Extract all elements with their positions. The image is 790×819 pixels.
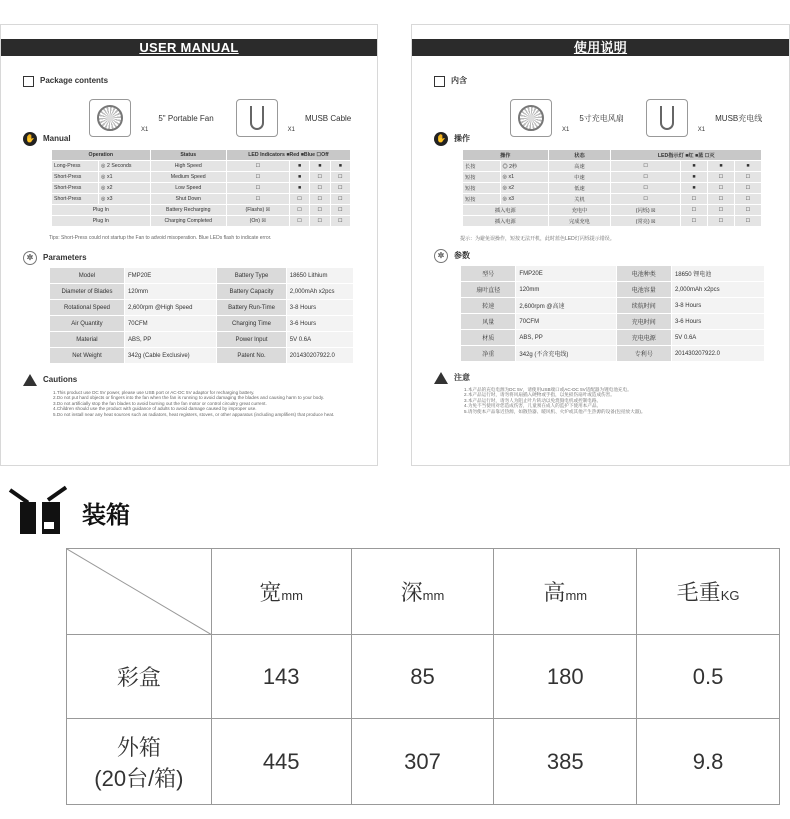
- parameters-table: [49, 267, 354, 364]
- param-value: 18650 锂电池: [671, 266, 764, 282]
- table-row: [461, 282, 765, 298]
- product-items: X1 5寸充电风扇 X1 MUSB充电线: [510, 99, 762, 137]
- caution-item: 4.为免不当使用对您造成伤害，儿童须在成人的监护下使用本产品。: [464, 403, 602, 409]
- cell-led: (Flashs) ☒: [226, 205, 289, 216]
- cell-led: ■: [310, 161, 330, 172]
- cell-height: 180: [494, 635, 637, 719]
- cell-led: ☐: [734, 194, 761, 205]
- package-section: Package contents: [23, 75, 108, 87]
- cell-led: ☐: [611, 194, 681, 205]
- header-depth: 深mm: [351, 549, 494, 635]
- cell-led: ■: [681, 172, 708, 183]
- header-status: Status: [150, 150, 226, 161]
- cell-operation: 短按: [463, 194, 501, 205]
- cell-led: (闪烁) ☒: [611, 205, 681, 216]
- cell-times: ◎ x1: [99, 172, 151, 183]
- header-led: LED指示灯 ■红 ■蓝 ☐灭: [611, 150, 762, 161]
- header-height: 高mm: [494, 549, 637, 635]
- cell-led: ☐: [611, 172, 681, 183]
- cell-led: ☐: [330, 216, 350, 227]
- diagonal-line: [67, 549, 212, 635]
- table-row: [50, 332, 354, 348]
- table-row: [50, 300, 354, 316]
- table-row: [461, 266, 765, 282]
- table-row: [50, 284, 354, 300]
- param-value: FMP20E: [516, 266, 616, 282]
- fan-icon: [89, 99, 131, 137]
- table-row: [463, 194, 762, 205]
- cell-times: ◎ x1: [500, 172, 548, 183]
- cell-led: ☐: [310, 194, 330, 205]
- cell-times: ◎ 2 Seconds: [99, 161, 151, 172]
- cell-status: Low Speed: [150, 183, 226, 194]
- table-row: [52, 194, 351, 205]
- param-label: Net Weight: [50, 348, 125, 364]
- cell-operation: Plug In: [52, 216, 151, 227]
- param-value: 70CFM: [516, 314, 616, 330]
- param-value: ABS, PP: [124, 332, 216, 348]
- cell-led: ☐: [289, 194, 309, 205]
- package-section: 内含: [434, 75, 467, 87]
- table-row: [461, 298, 765, 314]
- cell-times: ◎ x3: [500, 194, 548, 205]
- cell-status: 中速: [548, 172, 611, 183]
- cell-led: ■: [681, 183, 708, 194]
- cell-led: ☐: [734, 183, 761, 194]
- cell-status: 充电中: [548, 205, 611, 216]
- hand-icon: ✋: [23, 132, 37, 146]
- chinese-manual-card: [411, 24, 790, 466]
- cell-led: ☐: [330, 194, 350, 205]
- caution-item: 2.本产品运行时，请勿将风扇插入硬物或手指，以免损伤扇叶或造成伤害。: [464, 392, 615, 398]
- product-items: X1 5" Portable Fan X1 MUSB Cable: [89, 99, 351, 137]
- operation-table: [51, 149, 351, 227]
- manual-title: 使用说明: [412, 39, 789, 56]
- box-icon: [23, 76, 34, 87]
- param-value: 3-8 Hours: [671, 298, 764, 314]
- table-row: [52, 172, 351, 183]
- cell-status: Medium Speed: [150, 172, 226, 183]
- hand-icon: ✋: [434, 132, 448, 146]
- parameters-section: ✲ 参数: [434, 249, 470, 263]
- table-row: [461, 346, 765, 362]
- param-label: 充电电源: [616, 330, 671, 346]
- cell-led: ■: [681, 161, 708, 172]
- table-header-row: [52, 150, 351, 161]
- tips-text: 提示：为避免误操作，短按无法开机，此时蓝色LED灯闪烁提示错误。: [460, 236, 615, 242]
- param-label: 电池种类: [616, 266, 671, 282]
- table-row: [463, 205, 762, 216]
- cell-operation: Short-Press: [52, 183, 99, 194]
- caution-item: 1.本产品的充电电源为DC 5V，请使用USB端口或AC-DC 5V适配器为锂电池充电。: [464, 387, 632, 392]
- cautions-section: 注意: [434, 372, 470, 384]
- caution-item: 4.Children should use the product with guidance of adults to avoid damage caused by improper use.: [53, 406, 257, 412]
- cell-depth: 85: [351, 635, 494, 719]
- table-row: [67, 635, 780, 719]
- param-label: Rotational Speed: [50, 300, 125, 316]
- header-width: 宽mm: [211, 549, 351, 635]
- param-label: Diameter of Blades: [50, 284, 125, 300]
- param-label: 型号: [461, 266, 516, 282]
- table-row: [50, 348, 354, 364]
- param-value: ABS, PP: [516, 330, 616, 346]
- cell-status: Battery Recharging: [150, 205, 226, 216]
- cell-led: ☐: [226, 172, 289, 183]
- cell-operation: Short-Press: [52, 194, 99, 205]
- cell-led: ■: [289, 172, 309, 183]
- cell-led: ■: [707, 161, 734, 172]
- table-row: [52, 216, 351, 227]
- cable-icon: [236, 99, 278, 137]
- cell-led: ☐: [330, 183, 350, 194]
- cell-led: ☐: [707, 172, 734, 183]
- cell-led: ☐: [611, 161, 681, 172]
- cell-times: ◎ x2: [500, 183, 548, 194]
- packing-title: 装箱: [82, 500, 130, 529]
- row-label: 彩盒: [67, 635, 212, 719]
- cell-status: High Speed: [150, 161, 226, 172]
- param-label: Patent No.: [217, 348, 286, 364]
- param-label: 专利号: [616, 346, 671, 362]
- param-value: 201430207922.0: [286, 348, 353, 364]
- cell-weight: 9.8: [637, 719, 780, 805]
- cell-led: ☐: [734, 172, 761, 183]
- cell-led: ☐: [310, 216, 330, 227]
- param-label: Power Input: [217, 332, 286, 348]
- table-row: [461, 314, 765, 330]
- manual-section: ✋ Manual: [23, 132, 71, 146]
- box-icon: [8, 488, 68, 536]
- param-value: 342g (不含充电线): [516, 346, 616, 362]
- cautions-list: [53, 390, 363, 417]
- cautions-section: Cautions: [23, 374, 77, 386]
- cell-status: 高速: [548, 161, 611, 172]
- fan-small-icon: ✲: [23, 251, 37, 265]
- table-row: [52, 183, 351, 194]
- param-label: 充电时间: [616, 314, 671, 330]
- param-label: 净重: [461, 346, 516, 362]
- packing-table: [66, 548, 780, 805]
- cell-led: ☐: [707, 205, 734, 216]
- cell-led: ☐: [330, 172, 350, 183]
- fan-icon: [510, 99, 552, 137]
- cell-operation: 短按: [463, 183, 501, 194]
- cell-status: 低速: [548, 183, 611, 194]
- cell-led: (常亮) ☒: [611, 216, 681, 227]
- warning-icon: [434, 372, 448, 384]
- param-label: 扇叶直径: [461, 282, 516, 298]
- cell-led: ☐: [330, 205, 350, 216]
- param-value: 70CFM: [124, 316, 216, 332]
- param-label: 材质: [461, 330, 516, 346]
- header-led: LED Indicators ■Red ■Blue ☐Off: [226, 150, 350, 161]
- table-row: [461, 330, 765, 346]
- caution-item: 1.This product use DC 5V power, please use USB port or AC-DC 5V adaptor for recharging battery.: [53, 390, 255, 395]
- table-row: [52, 161, 351, 172]
- table-row: [463, 172, 762, 183]
- cell-led: ☐: [289, 205, 309, 216]
- english-manual-card: [0, 24, 378, 466]
- cell-times: ◎ x2: [99, 183, 151, 194]
- cell-led: ☐: [289, 216, 309, 227]
- cautions-list: [464, 387, 774, 414]
- param-label: Battery Capacity: [217, 284, 286, 300]
- tips-text: Tips: Short-Press could not startup the Fan to advoid misoperation. Blue LEDs flash to indicate error.: [49, 235, 272, 241]
- cell-led: ☐: [310, 172, 330, 183]
- cell-led: (On) ☒: [226, 216, 289, 227]
- param-label: 转速: [461, 298, 516, 314]
- parameters-table: [460, 265, 765, 362]
- caution-item: 5.Do not install near any heat sources such as radiators, heat registers, stoves, or other apparatus (including amplifiers) that produce heat.: [53, 411, 335, 417]
- param-value: 2,600rpm @High Speed: [124, 300, 216, 316]
- param-value: 3-6 Hours: [286, 316, 353, 332]
- cell-led: ☐: [611, 183, 681, 194]
- cell-led: ☐: [734, 216, 761, 227]
- table-header-row: [463, 150, 762, 161]
- cell-led: ■: [289, 161, 309, 172]
- cell-led: ☐: [734, 205, 761, 216]
- param-label: Material: [50, 332, 125, 348]
- cell-times: ◎ x3: [99, 194, 151, 205]
- cell-width: 445: [211, 719, 351, 805]
- table-row: [67, 719, 780, 805]
- param-value: 3-8 Hours: [286, 300, 353, 316]
- cell-operation: 短按: [463, 172, 501, 183]
- cell-operation: 长按: [463, 161, 501, 172]
- cell-status: 关机: [548, 194, 611, 205]
- warning-icon: [23, 374, 37, 386]
- cable-icon: [646, 99, 688, 137]
- cell-led: ☐: [707, 194, 734, 205]
- param-label: Model: [50, 268, 125, 284]
- cell-led: ■: [289, 183, 309, 194]
- cell-height: 385: [494, 719, 637, 805]
- caution-item: 2.Do not put hard objects or fingers into the fan when the fan is running to avoid damaging the blades and causing harm to your body.: [53, 395, 325, 401]
- operation-table: [462, 149, 762, 227]
- cell-times: ◎ 2秒: [500, 161, 548, 172]
- table-row: [463, 183, 762, 194]
- manual-title: USER MANUAL: [1, 39, 377, 56]
- param-label: 风量: [461, 314, 516, 330]
- cell-operation: Long-Press: [52, 161, 99, 172]
- packing-heading: [8, 488, 130, 536]
- param-value: 342g (Cable Exclusive): [124, 348, 216, 364]
- cell-led: ☐: [310, 205, 330, 216]
- cell-led: ☐: [681, 205, 708, 216]
- cell-led: ☐: [226, 161, 289, 172]
- cell-led: ☐: [310, 183, 330, 194]
- cell-led: ☐: [226, 183, 289, 194]
- table-row: [463, 216, 762, 227]
- cell-weight: 0.5: [637, 635, 780, 719]
- param-value: 5V 0.6A: [671, 330, 764, 346]
- param-value: 201430207922.0: [671, 346, 764, 362]
- param-value: 2,600rpm @高速: [516, 298, 616, 314]
- box-icon: [434, 76, 445, 87]
- param-value: 18650 Lithium: [286, 268, 353, 284]
- cell-status: Shut Down: [150, 194, 226, 205]
- header-weight: 毛重KG: [637, 549, 780, 635]
- cell-operation: Plug In: [52, 205, 151, 216]
- param-label: Battery Type: [217, 268, 286, 284]
- cell-led: ■: [330, 161, 350, 172]
- param-label: 续航时间: [616, 298, 671, 314]
- cell-led: ☐: [681, 216, 708, 227]
- param-label: 电池容量: [616, 282, 671, 298]
- param-value: 3-6 Hours: [671, 314, 764, 330]
- param-label: Air Quantity: [50, 316, 125, 332]
- param-label: Charging Time: [217, 316, 286, 332]
- header-operation: Operation: [52, 150, 151, 161]
- row-label: 外箱 (20台/箱): [67, 719, 212, 805]
- cell-led: ☐: [707, 183, 734, 194]
- header-operation: 操作: [463, 150, 549, 161]
- cell-status: Charging Completed: [150, 216, 226, 227]
- cell-operation: 插入电源: [463, 205, 549, 216]
- param-value: FMP20E: [124, 268, 216, 284]
- param-value: 2,000mAh x2pcs: [286, 284, 353, 300]
- parameters-section: ✲ Parameters: [23, 251, 87, 265]
- param-value: 120mm: [516, 282, 616, 298]
- cell-led: ☐: [681, 194, 708, 205]
- manual-section: ✋ 操作: [434, 132, 470, 146]
- caution-item: 3.Do not artificially stop the fan blades to avoid burning out the fan motor or control circuitry great current.: [53, 400, 267, 406]
- cell-led: ☐: [707, 216, 734, 227]
- cell-status: 完成充电: [548, 216, 611, 227]
- header-status: 状态: [548, 150, 611, 161]
- cell-depth: 307: [351, 719, 494, 805]
- table-row: [52, 205, 351, 216]
- fan-small-icon: ✲: [434, 249, 448, 263]
- param-value: 120mm: [124, 284, 216, 300]
- param-value: 5V 0.6A: [286, 332, 353, 348]
- caution-item: 3.本产品运行时，请勿人为阻止叶片转动以免烧毁电机或控制电路。: [464, 397, 602, 403]
- cell-led: ☐: [226, 194, 289, 205]
- table-row: [463, 161, 762, 172]
- caution-item: 5.请勿使本产品靠近热源，如散热器、暖风机、火炉或其他产生热源的设备(包括放大器)。: [464, 408, 646, 414]
- cell-led: ■: [734, 161, 761, 172]
- param-label: Battery Run-Time: [217, 300, 286, 316]
- param-value: 2,000mAh x2pcs: [671, 282, 764, 298]
- cell-operation: Short-Press: [52, 172, 99, 183]
- cell-operation: 插入电源: [463, 216, 549, 227]
- table-row: [50, 268, 354, 284]
- cell-width: 143: [211, 635, 351, 719]
- table-row: [50, 316, 354, 332]
- diagonal-header-cell: [67, 549, 212, 635]
